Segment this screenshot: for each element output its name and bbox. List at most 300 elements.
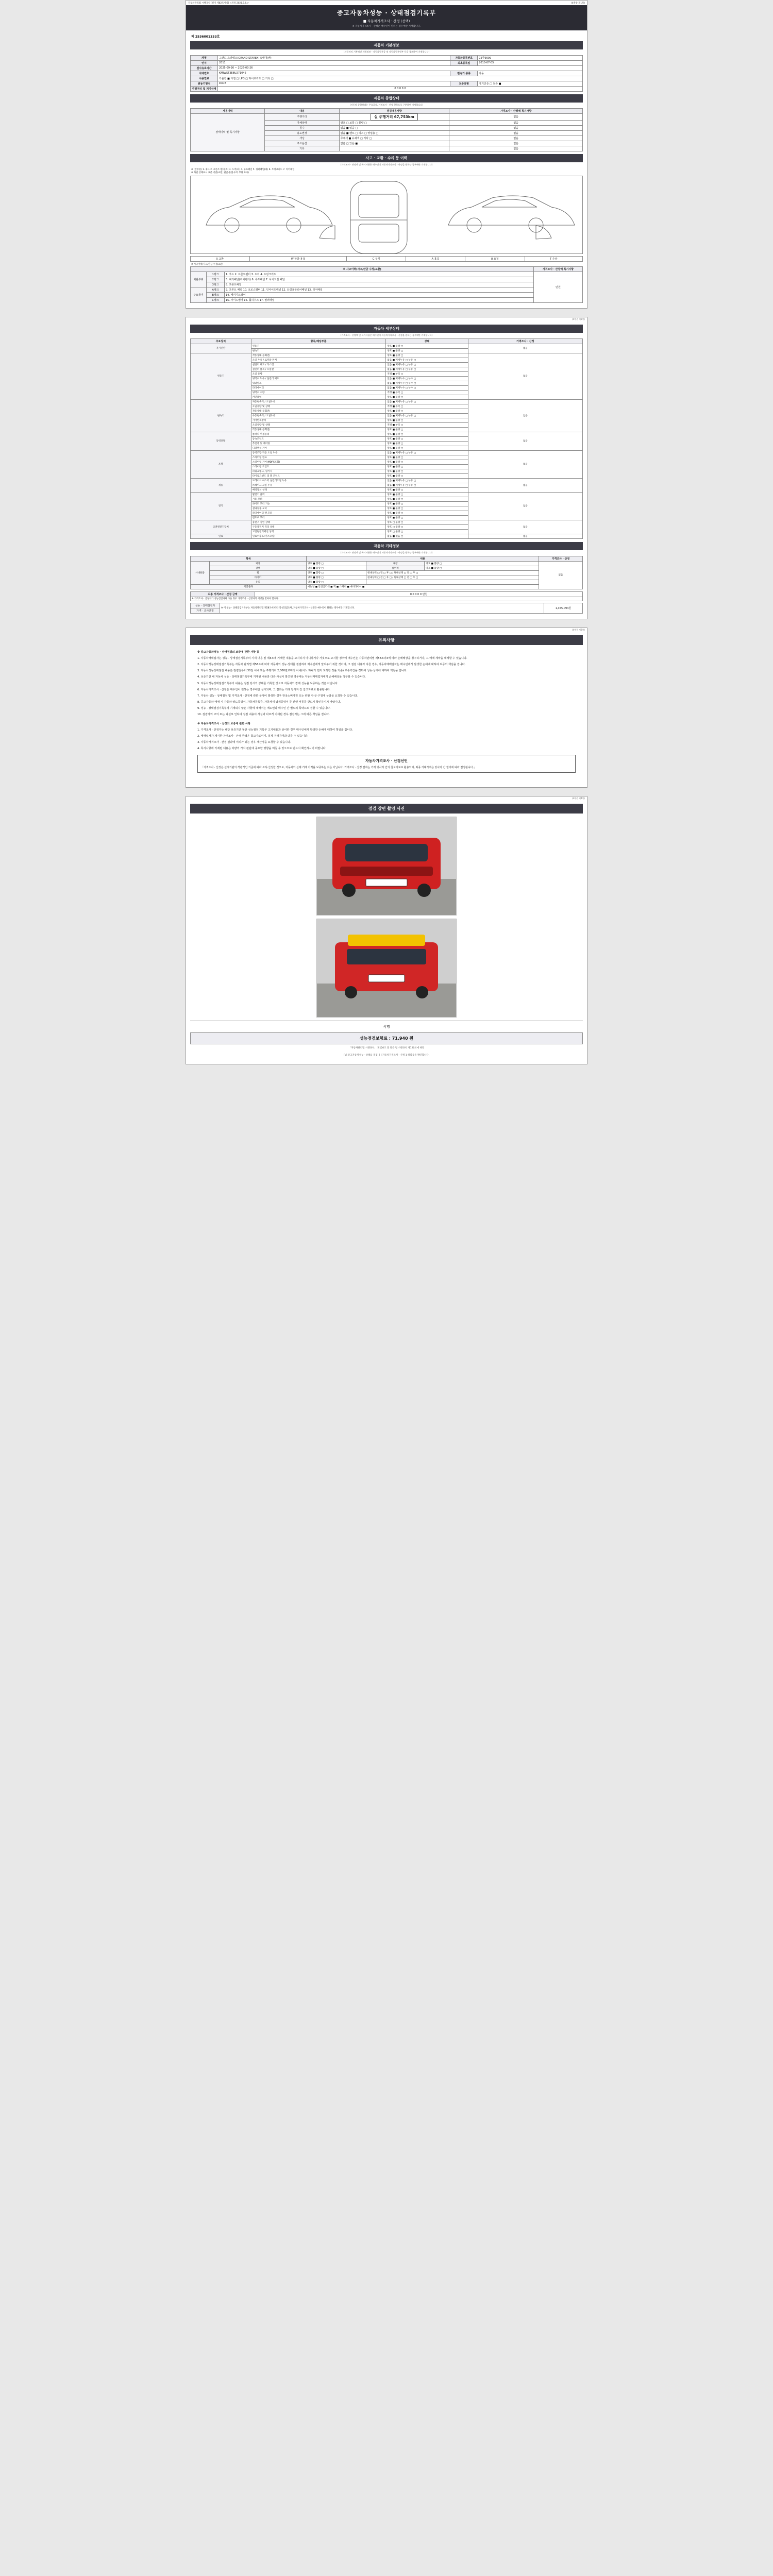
overall-r1-c4: 없음 xyxy=(449,120,583,125)
overall-r3-c3: 없음 ■ 렌트 □ 리스 □ 영업용 □ xyxy=(339,130,449,135)
notice-h2: ※ 자동차가격조사 · 산정의 보증에 관한 사항 xyxy=(197,722,251,725)
document-page xyxy=(0,0,773,1064)
accident-k-3: 주요골격 xyxy=(191,287,207,302)
detail-price-note: 없음 xyxy=(468,450,582,478)
detail-part-label: 작동상태(공회전) xyxy=(251,353,386,358)
table-row xyxy=(191,272,583,277)
table-row xyxy=(191,86,583,91)
accident-sub-1: 2랭크 xyxy=(207,277,225,282)
notice-item-2: 3. 자동차성능상태점검 내용은 점검일부터 30일 이내 또는 주행거리 2,000킬로미터 이내(어느 하나가 먼저 도래한 것을 기준) 보증기간을 정하여 성능·상태에 대하여 책임을 집니다. xyxy=(197,669,408,673)
other-right-note: 없음 xyxy=(539,561,583,589)
basic-label2-1: 최초등록일 xyxy=(450,60,478,65)
overall-r6-c4: 없음 xyxy=(449,146,583,151)
table-row xyxy=(191,353,583,358)
table-row xyxy=(191,478,583,483)
detail-state-checkboxes[interactable]: 양호 □ 불량 □ xyxy=(386,529,468,534)
detail-part-label: 오일 유량 xyxy=(251,371,386,376)
detail-part-label: 스티어링 조인트 xyxy=(251,464,386,469)
final-price-value: 0 0 0 0 0 만원 xyxy=(255,591,583,597)
table-row xyxy=(191,256,583,261)
basic-label2-0: 자동차등록번호 xyxy=(450,55,478,60)
detail-part-label: 실린더 헤드 / 가스켓 xyxy=(251,362,386,367)
notice-item-1: 2. 자동차성능상태점검기록부는 자동차 관리법 제58조에 따라 자동차의 성능·상태를 점검하여 매수인에게 알려주기 위한 것이며, 그 점검 내용과 다른 경우, 자동차매매업자는 매수인에게 발생한 손해에 대하여 보증의 책임을 집니다. xyxy=(197,663,466,667)
detail-state-checkboxes[interactable]: 없음 ■ 미세누유 □ 누유 □ xyxy=(386,399,468,404)
detail-state-checkboxes[interactable]: 양호 ■ 불량 □ xyxy=(386,511,468,515)
detail-part-label: 배력장치 상태 xyxy=(251,487,386,492)
other-r1-c5: 양호 ■ 불량 □ xyxy=(425,566,539,570)
notice-item-4: 5. 자동차성능상태점검기록부의 내용은 점검 당시의 상태를 기록한 것으로 자동차의 장래 성능을 보증하는 것은 아닙니다. xyxy=(197,682,339,685)
detail-state-checkboxes[interactable]: 없음 ■ 미세누유 □ 누유 □ xyxy=(386,367,468,371)
detail-part-label: 오일유량 및 상태 xyxy=(251,404,386,409)
detail-part-label: 오일유량 및 상태 xyxy=(251,422,386,427)
detail-state-checkboxes[interactable]: 양호 ■ 불량 □ xyxy=(386,348,468,353)
detail-state-checkboxes[interactable]: 양호 ■ 불량 □ xyxy=(386,455,468,460)
detail-h3: 가격조사 · 산정 xyxy=(468,338,582,344)
detail-part-label: 워터펌프 xyxy=(251,381,386,385)
basic-value2-1: 2010-07-05 xyxy=(478,60,583,65)
detail-state-checkboxes[interactable]: 양호 ■ 불량 □ xyxy=(386,497,468,501)
basic-label2-3: 변속기 종류 xyxy=(450,71,478,76)
table-row xyxy=(191,492,583,497)
detail-part-label: 스티어링 펌프 xyxy=(251,455,386,460)
detail-state-checkboxes[interactable]: 양호 ■ 불량 □ xyxy=(386,395,468,399)
detail-state-checkboxes[interactable]: 양호 ■ 불량 □ xyxy=(386,427,468,432)
detail-state-checkboxes[interactable]: 적정 ■ 부족 □ xyxy=(386,422,468,427)
basic-label2-5: 보증유형 xyxy=(450,81,478,86)
basic-label-2: 검사유효기간 xyxy=(191,65,218,71)
detail-state-checkboxes[interactable]: 양호 □ 불량 □ xyxy=(386,520,468,524)
document-subnote: ※ 자동차가격조사 · 산정은 매수인이 원하는 경우에만 기재합니다. xyxy=(352,25,421,28)
table-row xyxy=(191,55,583,60)
table-row xyxy=(191,597,583,601)
declaration-body: 「가격조사 · 산정은 실시기관의 객관적인 기준에 따라 조사·산정한 것으로, 자동차의 실제 거래 가격을 보증하는 것은 아닙니다. 가격조사 · 산정 결과는 거래 당사자 간의 참고자료로 활용되며, 최종 거래가격은 당사자 간 협의에 따라 결정됩니다.」 xyxy=(201,766,477,770)
detail-state-checkboxes[interactable]: 없음 ■ 미세누수 □ 누수 □ xyxy=(386,376,468,381)
detail-part-label: 시동 모터 xyxy=(251,497,386,501)
accident-v-4: 14. 패키지트레이 xyxy=(225,292,534,297)
other-r1-c3: 양호 ■ 불량 □ xyxy=(306,566,366,570)
detail-part-label: 오일 누유 / 로커암 커버 xyxy=(251,358,386,362)
accident-sub-4: B랭크 xyxy=(207,292,225,297)
accident-right-header: 가격조사 · 산정액 특기사항 xyxy=(534,266,583,272)
overall-r1-c2: 자체상태 xyxy=(265,120,339,125)
detail-state-checkboxes[interactable]: 양호 ■ 불량 □ xyxy=(386,515,468,520)
final-price-table xyxy=(190,591,583,601)
other-r1-c2: 광택 xyxy=(210,566,307,570)
detail-state-checkboxes[interactable]: 양호 □ 불량 □ xyxy=(386,524,468,529)
other-r4-c2: 유리 xyxy=(210,580,307,584)
legend-2: C 부식 xyxy=(347,256,406,261)
notice2-item-0: 1. 가격조사 · 산정자는 해당 보증기간 동안 성능점검 기록부 고지내용과 상이한 경우 매수인에게 발생한 손해에 대하여 책임을 집니다. xyxy=(197,728,353,732)
notice-item-8: 9. 성능 · 상태점검기록부에 기재되지 않은 사항에 대해서는 매도인과 매수인 간 별도의 특약으로 정할 수 있습니다. xyxy=(197,706,331,710)
overall-r4-c2: 색상 xyxy=(265,135,339,141)
signature-label-0: 성능 · 상태점검자 xyxy=(191,603,220,608)
other-r2-c3: 양호 ■ 불량 □ xyxy=(306,570,366,575)
overall-group-label: 상태이력 및 특기사항 xyxy=(191,113,265,151)
detail-state-checkboxes[interactable]: 양호 ■ 불량 □ xyxy=(386,506,468,511)
detail-part-label: 고전원전기배선 상태 xyxy=(251,529,386,534)
basic-label-1: 연식 xyxy=(191,60,218,65)
other-r4-c3: 양호 ■ 불량 □ xyxy=(306,580,366,584)
detail-part-label: 기어변속장치 xyxy=(251,418,386,422)
detail-part-label: 수동변속기 / 오일누유 xyxy=(251,413,386,418)
detail-part-label: 작동상태(공회전) xyxy=(251,427,386,432)
detail-state-checkboxes[interactable]: 없음 ■ 미세누유 □ 누유 □ xyxy=(386,413,468,418)
table-header-row xyxy=(191,556,583,561)
detail-price-note: 없음 xyxy=(468,492,582,520)
detail-part-label: 연료누출(LP가스포함) xyxy=(251,534,386,538)
detail-part-label: 냉각수 누수 / 실린더 헤드 xyxy=(251,376,386,381)
detail-group-label: 동력전달 xyxy=(191,432,251,450)
detail-price-note: 없음 xyxy=(468,353,582,399)
notice-item-0: 1. 자동차매매업자는 성능 · 상태점검기록부의 기재 내용 및 제3조에 기재한 내용을 고지하지 아니하거나 거짓으로 고지할 경우에 매수인은 자동차관리법 제58조의4에 따라 손해배상을 청구하거나, 그 매매 계약을 해제할 수 있습니다. xyxy=(197,657,467,660)
document-subtitle: ■ 자동차가격조사 · 산정 (선택) xyxy=(363,19,410,23)
accident-note-2: ※ 하단 상태표시 표준 기준(교환, 판금·용접·수리 부위 표시) xyxy=(191,172,249,175)
detail-state-checkboxes[interactable]: 적정 ■ 부족 □ xyxy=(386,371,468,376)
detail-table-body xyxy=(191,344,583,538)
final-price-note: ※ 가격조사 · 산정자가 성능점검자와 다른 경우 가격조사 · 산정자의 서명을 받아야 합니다. xyxy=(191,597,583,601)
mileage-box: 실 주행거리 67,753km xyxy=(371,113,418,121)
basic-value-4: 가솔린 ■ 디젤 □ LPG □ 하이브리드 □ 기타 □ xyxy=(218,76,583,81)
detail-h2: 상태 xyxy=(386,338,468,344)
notice2-item-2: 3. 자동차가격조사 · 산정 결과에 이의가 있는 경우 재산정을 요청할 수 있습니다. xyxy=(197,741,291,744)
sheet-1 xyxy=(186,0,587,309)
detail-price-note: 없음 xyxy=(468,534,582,538)
detail-part-label: 클러치 어셈블리 xyxy=(251,432,386,436)
detail-state-checkboxes[interactable]: 없음 ■ 미세누유 □ 누유 □ xyxy=(386,358,468,362)
signature-area: 서명 xyxy=(190,1021,583,1032)
overall-r0-c2: 주행거리 xyxy=(265,113,339,120)
basic-value-5: D4CB xyxy=(218,81,450,86)
detail-part-label: 자동변속기 / 오일누유 xyxy=(251,399,386,404)
notice-item-6: 7. 자동차 성능 · 상태점검 및 가격조사 · 산정에 관한 분쟁이 발생한 경우 한국소비자원 또는 관할 시·군·구청에 상담을 요청할 수 있습니다. xyxy=(197,694,358,698)
overall-r1-c3: 양호 □ 보통 □ 불량 □ xyxy=(339,120,449,125)
detail-state-checkboxes[interactable]: 적정 ■ 부족 □ xyxy=(386,404,468,409)
table-row xyxy=(191,113,583,120)
detail-part-label: 원동기 xyxy=(251,344,386,348)
signature-label-1: 가격 · 조사산정 xyxy=(191,608,220,614)
detail-state-checkboxes[interactable]: 없음 ■ 미세누유 □ 누유 □ xyxy=(386,483,468,487)
basic-value-3: KMJWST3EBU271045 xyxy=(218,71,450,76)
detail-part-label: 발전기 출력 xyxy=(251,492,386,497)
overall-r2-c2: 침수 xyxy=(265,125,339,130)
detail-part-label: 냉각수 수량 xyxy=(251,390,386,395)
car-diagram-svg xyxy=(191,176,582,253)
detail-state-checkboxes[interactable]: 없음 ■ 미세누수 □ 누수 □ xyxy=(386,381,468,385)
detail-part-label: 실린더 블록 / 오일팬 xyxy=(251,367,386,371)
page-mark-4: (4쪽중 제4쪽) xyxy=(572,797,585,800)
notice-title: 유의사항 xyxy=(190,635,583,645)
section-basic-sub: (자동차의 기본적인 제원정보 - 자동차등록증 및 자동차등록원부 등을 참조하여 기재합니다) xyxy=(343,50,430,53)
table-row xyxy=(191,570,583,575)
inspection-photo-rear xyxy=(316,919,457,1018)
accident-v-0: 1. 후드 2. 프론트펜더 3. 도어 4. 트렁크리드 xyxy=(225,272,534,277)
basic-value-2: 2025-09-26 ~ 2026-03-26 xyxy=(218,65,583,71)
table-row xyxy=(191,344,583,348)
detail-part-label: 라디에이터 팬 모터 xyxy=(251,511,386,515)
accident-sub-3: A랭크 xyxy=(207,287,225,292)
detail-part-label: 충전구 절연 상태 xyxy=(251,520,386,524)
other-group-label: 사내용품 xyxy=(191,561,210,584)
other-h0: 항목 xyxy=(191,556,307,561)
detail-part-label: 변속기 xyxy=(251,348,386,353)
basic-value2-3: 자동 xyxy=(478,71,583,76)
overall-table xyxy=(190,108,583,151)
table-row xyxy=(191,76,583,81)
basic-label-5: 원동기형식 xyxy=(191,81,218,86)
basic-value-0: 그랜드 스타렉스(GRAND STAREX)-5세대(밴) xyxy=(218,55,450,60)
accident-v-1: 5. 쿼터패널(리어펜더) 6. 루프패널 7. 사이드실 패널 xyxy=(225,277,534,282)
detail-state-checkboxes[interactable]: 양호 ■ 불량 □ xyxy=(386,473,468,478)
other-r0-c4: 내장 xyxy=(366,561,424,566)
detail-state-checkboxes[interactable]: 양호 ■ 불량 □ xyxy=(386,487,468,492)
sheet-4 xyxy=(186,796,587,1064)
other-table xyxy=(190,556,583,589)
detail-part-label: 디퍼렌셜 기어 xyxy=(251,446,386,450)
detail-state-checkboxes[interactable]: 양호 ■ 불량 □ xyxy=(386,432,468,436)
overall-r4-c3: 무채색 ■ 유채색 □ 기타 □ xyxy=(339,135,449,141)
detail-part-label: 커먼레일 xyxy=(251,395,386,399)
other-r0-c2: 외장 xyxy=(210,561,307,566)
notice-h1: ※ 중고자동차성능 · 상태점검의 보증에 관한 사항 등 xyxy=(197,651,259,654)
section-basic-title: 자동차 기본정보 xyxy=(190,41,583,49)
section-other-title: 자동차 기타정보 xyxy=(190,542,583,550)
declaration-title: 자동차가격조사 · 산정선언 xyxy=(365,759,408,764)
legend-1: W 판금·용접 xyxy=(249,256,347,261)
basic-label-6: 주행거리 및 계기상태 xyxy=(191,86,218,91)
detail-state-checkboxes[interactable]: 없음 ■ 미세누유 □ 누유 □ xyxy=(386,450,468,455)
sheet-3 xyxy=(186,628,587,788)
table-row xyxy=(191,277,583,282)
table-row xyxy=(191,580,583,584)
notice-item-3: 4. 보증기간 내 자동차 성능 · 상태점검기록부에 기재된 내용과 다른 사실이 발견된 경우에는 자동차매매업자에게 손해배상을 청구할 수 있습니다. xyxy=(197,675,366,679)
overall-h3: 가격조사 · 산정액 특기사항 xyxy=(449,108,583,113)
detail-state-checkboxes[interactable]: 양호 ■ 불량 □ xyxy=(386,418,468,422)
detail-table xyxy=(190,338,583,539)
detail-state-checkboxes[interactable]: 없음 ■ 미세누유 □ 누유 □ xyxy=(386,478,468,483)
detail-state-checkboxes[interactable]: 없음 ■ 미세누수 □ 누수 □ xyxy=(386,385,468,390)
accident-sub-2: 3랭크 xyxy=(207,282,225,287)
table-row xyxy=(191,584,583,589)
table-header-row xyxy=(191,266,583,272)
sheet1-topline xyxy=(186,1,587,5)
accident-k-0: 외판부위 xyxy=(191,272,207,287)
table-row xyxy=(191,603,583,608)
accident-v-2: 8. 프론트패널 xyxy=(225,282,534,287)
other-r0-c5: 양호 ■ 불량 □ xyxy=(425,561,539,566)
overall-r2-c4: 없음 xyxy=(449,125,583,130)
table-row xyxy=(191,520,583,524)
detail-part-label: 추진축 및 베어링 xyxy=(251,441,386,446)
detail-state-checkboxes[interactable]: 양호 ■ 불량 □ xyxy=(386,469,468,473)
declaration-box xyxy=(197,755,576,773)
overall-h1: 내용 xyxy=(265,108,339,113)
overall-r5-c2: 주요옵션 xyxy=(265,141,339,146)
table-row xyxy=(191,71,583,76)
sheet-2 xyxy=(186,317,587,619)
table-row xyxy=(191,60,583,65)
detail-h0: 주요장치 xyxy=(191,338,251,344)
detail-part-label: 와이퍼 모터 기능 xyxy=(251,501,386,506)
basic-label-3: 차대번호 xyxy=(191,71,218,76)
accident-parts-header: ※ 사고이력(사고/판금 수정/교환) xyxy=(191,266,534,272)
section-detail-title: 자동차 세부상태 xyxy=(190,325,583,333)
overall-r4-c4: 없음 xyxy=(449,135,583,141)
overall-r6-c2: 기타 xyxy=(265,146,339,151)
overall-h2: 점검내용사항 xyxy=(339,108,449,113)
other-h1: 내용 xyxy=(306,556,539,561)
photos-title: 점검 장면 촬영 사진 xyxy=(190,804,583,814)
accident-v-3: 9. 프론트 패널 10. 크로스멤버 11. 인사이드패널 12. 트렁크플로어패널 13. 리어패널 xyxy=(225,287,534,292)
accident-sub-0: 1랭크 xyxy=(207,272,225,277)
table-row xyxy=(191,297,583,302)
accident-note-1: ※ (앞부분) 1. 후드 2. 프론트 휀더(좌) 3. 도어(좌) 4. 루프패널 5. 쿼터패널(좌) 6. 트렁크리드 7. 리어패널 xyxy=(191,168,295,171)
mileage-value: 0 0 0 0 0 xyxy=(218,86,583,91)
detail-price-note: 없음 xyxy=(468,432,582,450)
table-row xyxy=(191,591,583,597)
overall-r3-c4: 없음 xyxy=(449,130,583,135)
overall-r6-c3 xyxy=(339,146,449,151)
detail-state-checkboxes[interactable]: 적정 ■ 부족 □ xyxy=(386,390,468,395)
footer-line-1: 「자동차관리법 시행규칙」 제120조 및 같은 법 시행규칙 제120조에 따라 xyxy=(348,1047,425,1050)
detail-part-label: 윈도우 모터 xyxy=(251,515,386,520)
table-row xyxy=(191,287,583,292)
accident-sub-5: C랭크 xyxy=(207,297,225,302)
other-h2: 가격조사 · 산정 xyxy=(539,556,583,561)
notice-item-7: 8. 중고자동차 매매 시 자동차 양도증명서, 자동차등록증, 자동차세 납세증명서 등 관련 서류를 반드시 확인하시기 바랍니다. xyxy=(197,700,341,704)
detail-group-label: 연료 xyxy=(191,534,251,538)
accident-parts-table xyxy=(190,266,583,303)
detail-state-checkboxes[interactable]: 없음 ■ 있음 □ xyxy=(386,534,468,538)
notice-item-9: 10. 점검자의 고의 또는 과실로 인하여 점검 내용이 사실과 다르게 기재된 경우 점검자는 그에 따른 책임을 집니다. xyxy=(197,713,330,716)
basic-value-1: 2011 xyxy=(218,60,450,65)
table-row xyxy=(191,81,583,86)
detail-state-checkboxes[interactable]: 양호 ■ 불량 □ xyxy=(386,441,468,446)
photo-rear-svg xyxy=(317,919,456,1017)
table-row xyxy=(191,432,583,436)
detail-price-note: 없음 xyxy=(468,344,582,353)
detail-h1: 항목/해당부품 xyxy=(251,338,386,344)
legend-0: X 교환 xyxy=(191,256,250,261)
section-overall-sub: (자동차 종합상태는 주요골격, 가격조사 · 산정 항목으로 구분하여 기재합니다) xyxy=(350,103,423,106)
accident-right-value: 만원 xyxy=(534,272,583,302)
detail-group-label: 변속기 xyxy=(191,399,251,432)
detail-state-checkboxes[interactable]: 양호 ■ 불량 □ xyxy=(386,460,468,464)
detail-state-checkboxes[interactable]: 양호 ■ 불량 □ xyxy=(386,353,468,358)
detail-state-checkboxes[interactable]: 양호 ■ 불량 □ xyxy=(386,409,468,413)
legend-3: A 흠집 xyxy=(406,256,465,261)
inspection-photo-front xyxy=(316,817,457,916)
overall-r2-c3: 없음 ■ 있음 □ xyxy=(339,125,449,130)
document-header xyxy=(186,5,587,30)
detail-part-label: 스티어링 기어(MDPS포함) xyxy=(251,460,386,464)
detail-price-note: 없음 xyxy=(468,399,582,432)
other-r5-c5: 매뉴얼 ■ 안전삼각대 ■ 잭 ■ 스패너 ■ 예비타이어 ■ xyxy=(306,584,539,589)
detail-state-checkboxes[interactable]: 양호 ■ 불량 □ xyxy=(386,501,468,506)
notice2-item-3: 4. 특기사항에 기재된 내용은 차량의 가치 판단에 중요한 영향을 미칠 수 있으므로 반드시 확인하시기 바랍니다. xyxy=(197,747,327,751)
other-r0-c3: 양호 ■ 불량 □ xyxy=(306,561,366,566)
notice-item-5: 6. 자동차가격조사 · 산정은 매수인이 원하는 경우에만 실시되며, 그 결과는 거래 당사자 간 참고자료로 활용됩니다. xyxy=(197,688,331,691)
detail-part-label: 등속조인트 xyxy=(251,436,386,441)
detail-part-label: 파워크랭크, 링키지 xyxy=(251,469,386,473)
overall-r3-c2: 용도변경 xyxy=(265,130,339,135)
detail-state-checkboxes[interactable]: 양호 ■ 불량 □ xyxy=(386,344,468,348)
other-r4-c4 xyxy=(366,580,539,584)
detail-state-checkboxes[interactable]: 없음 ■ 미세누유 □ 누유 □ xyxy=(386,362,468,367)
inspection-fee: 성능점검보험료 : 71,940 원 xyxy=(190,1032,583,1044)
basic-label-0: 차명 xyxy=(191,55,218,60)
final-price-label: 최종 가격조사 · 산정 금액 xyxy=(191,591,255,597)
detail-group-label: 조향 xyxy=(191,450,251,478)
section-accident-title: 사고 · 교환 · 수리 등 이력 xyxy=(190,154,583,162)
detail-part-label: 브레이크 마스터 실린더오일 누유 xyxy=(251,478,386,483)
price-total: 1,455,094원 xyxy=(544,603,583,614)
table-row xyxy=(191,534,583,538)
basic-info-table xyxy=(190,55,583,92)
other-r1-c4: 룸미러 xyxy=(366,566,424,570)
table-row xyxy=(191,292,583,297)
other-r3-c2: 타이어 xyxy=(210,575,307,580)
detail-part-label: 동력조향 작동 오일 누유 xyxy=(251,450,386,455)
other-r2-c2: 휠 xyxy=(210,570,307,575)
other-r3-c4: 원내상태 □ 전 □ 후 □ / 원내상태 □ 전 □ 후 □ xyxy=(366,575,539,580)
signature-table xyxy=(190,603,583,614)
table-row xyxy=(191,561,583,566)
photo-front-svg xyxy=(317,817,456,915)
car-damage-diagram xyxy=(190,176,583,254)
detail-state-checkboxes[interactable]: 양호 ■ 불량 □ xyxy=(386,492,468,497)
section-detail-sub: (가격조사 · 산정액 및 특기사항은 매수인이 자동차가격조사 · 산정을 원하는 경우에만 기재합니다) xyxy=(340,333,433,336)
basic-value2-5: 자기인증 □ 보증 ■ xyxy=(478,81,583,86)
accident-legend-table xyxy=(190,256,583,262)
notice2-item-1: 2. 매매업자가 제시한 가격조사 · 산정 금액은 참고자료이며, 실제 거래가격과 다를 수 있습니다. xyxy=(197,735,309,738)
detail-state-checkboxes[interactable]: 양호 ■ 불량 □ xyxy=(386,446,468,450)
overall-r0-c4: 없음 xyxy=(449,113,583,120)
detail-part-label: 브레이크 오일 누유 xyxy=(251,483,386,487)
table-row xyxy=(191,399,583,404)
table-row xyxy=(191,282,583,287)
other-r2-c4: 원내상태 □ 전 □ 후 □ / 원내상태 □ 전 □ 후 □ xyxy=(366,570,539,575)
table-row xyxy=(191,575,583,580)
detail-group-label: 제동 xyxy=(191,478,251,492)
overall-r5-c3: 없음 □ 있음 ■ xyxy=(339,141,449,146)
detail-part-label: 타이로드엔드 및 볼 조인트 xyxy=(251,473,386,478)
detail-price-note: 없음 xyxy=(468,478,582,492)
detail-part-label: 라디에이터 xyxy=(251,385,386,390)
table-row xyxy=(191,450,583,455)
detail-part-label: 작동상태(공회전) xyxy=(251,409,386,413)
detail-state-checkboxes[interactable]: 양호 ■ 불량 □ xyxy=(386,436,468,441)
document-title: 중고자동차성능 · 상태점검기록부 xyxy=(337,9,436,16)
detail-group-label: 원동기 xyxy=(191,353,251,399)
detail-state-checkboxes[interactable]: 양호 ■ 불량 □ xyxy=(386,464,468,469)
table-header-row xyxy=(191,338,583,344)
table-row xyxy=(191,65,583,71)
detail-group-label: 전기 xyxy=(191,492,251,520)
legend-4: U 요철 xyxy=(465,256,525,261)
basic-label-4: 사용연료 xyxy=(191,76,218,81)
page-mark-2: (4쪽중 제2쪽) xyxy=(572,317,585,320)
section-accident-sub: (가격조사 · 산정액 및 특기사항은 매수인이 자동차가격조사 · 산정을 원하는 경우에만 기재합니다) xyxy=(340,163,433,166)
page-mark-3: (4쪽중 제3쪽) xyxy=(572,629,585,632)
accident-bottom-title: ※ 사고이력(사고/판금 수정/교환) xyxy=(191,263,224,266)
detail-price-note: 없음 xyxy=(468,520,582,534)
table-header-row xyxy=(191,108,583,113)
section-other-sub: (가격조사 · 산정액 및 특기사항은 매수인이 자동차가격조사 · 산정을 원하는 경우에만 기재합니다) xyxy=(340,551,433,554)
detail-part-label: 구동축전지 격리 상태 xyxy=(251,524,386,529)
form-legal-ref: 자동차관리법 시행규칙 [별지 제82호서식] <개정 2021.7.6.> xyxy=(188,2,249,5)
footer-line-2: [Ⅴ] 중고자동차성능 · 상태를 점검, [ ] 자동차가격조사 · 산정 1 하였음을 확인합니다. xyxy=(343,1054,430,1057)
overall-h0: 사용이력 xyxy=(191,108,265,113)
